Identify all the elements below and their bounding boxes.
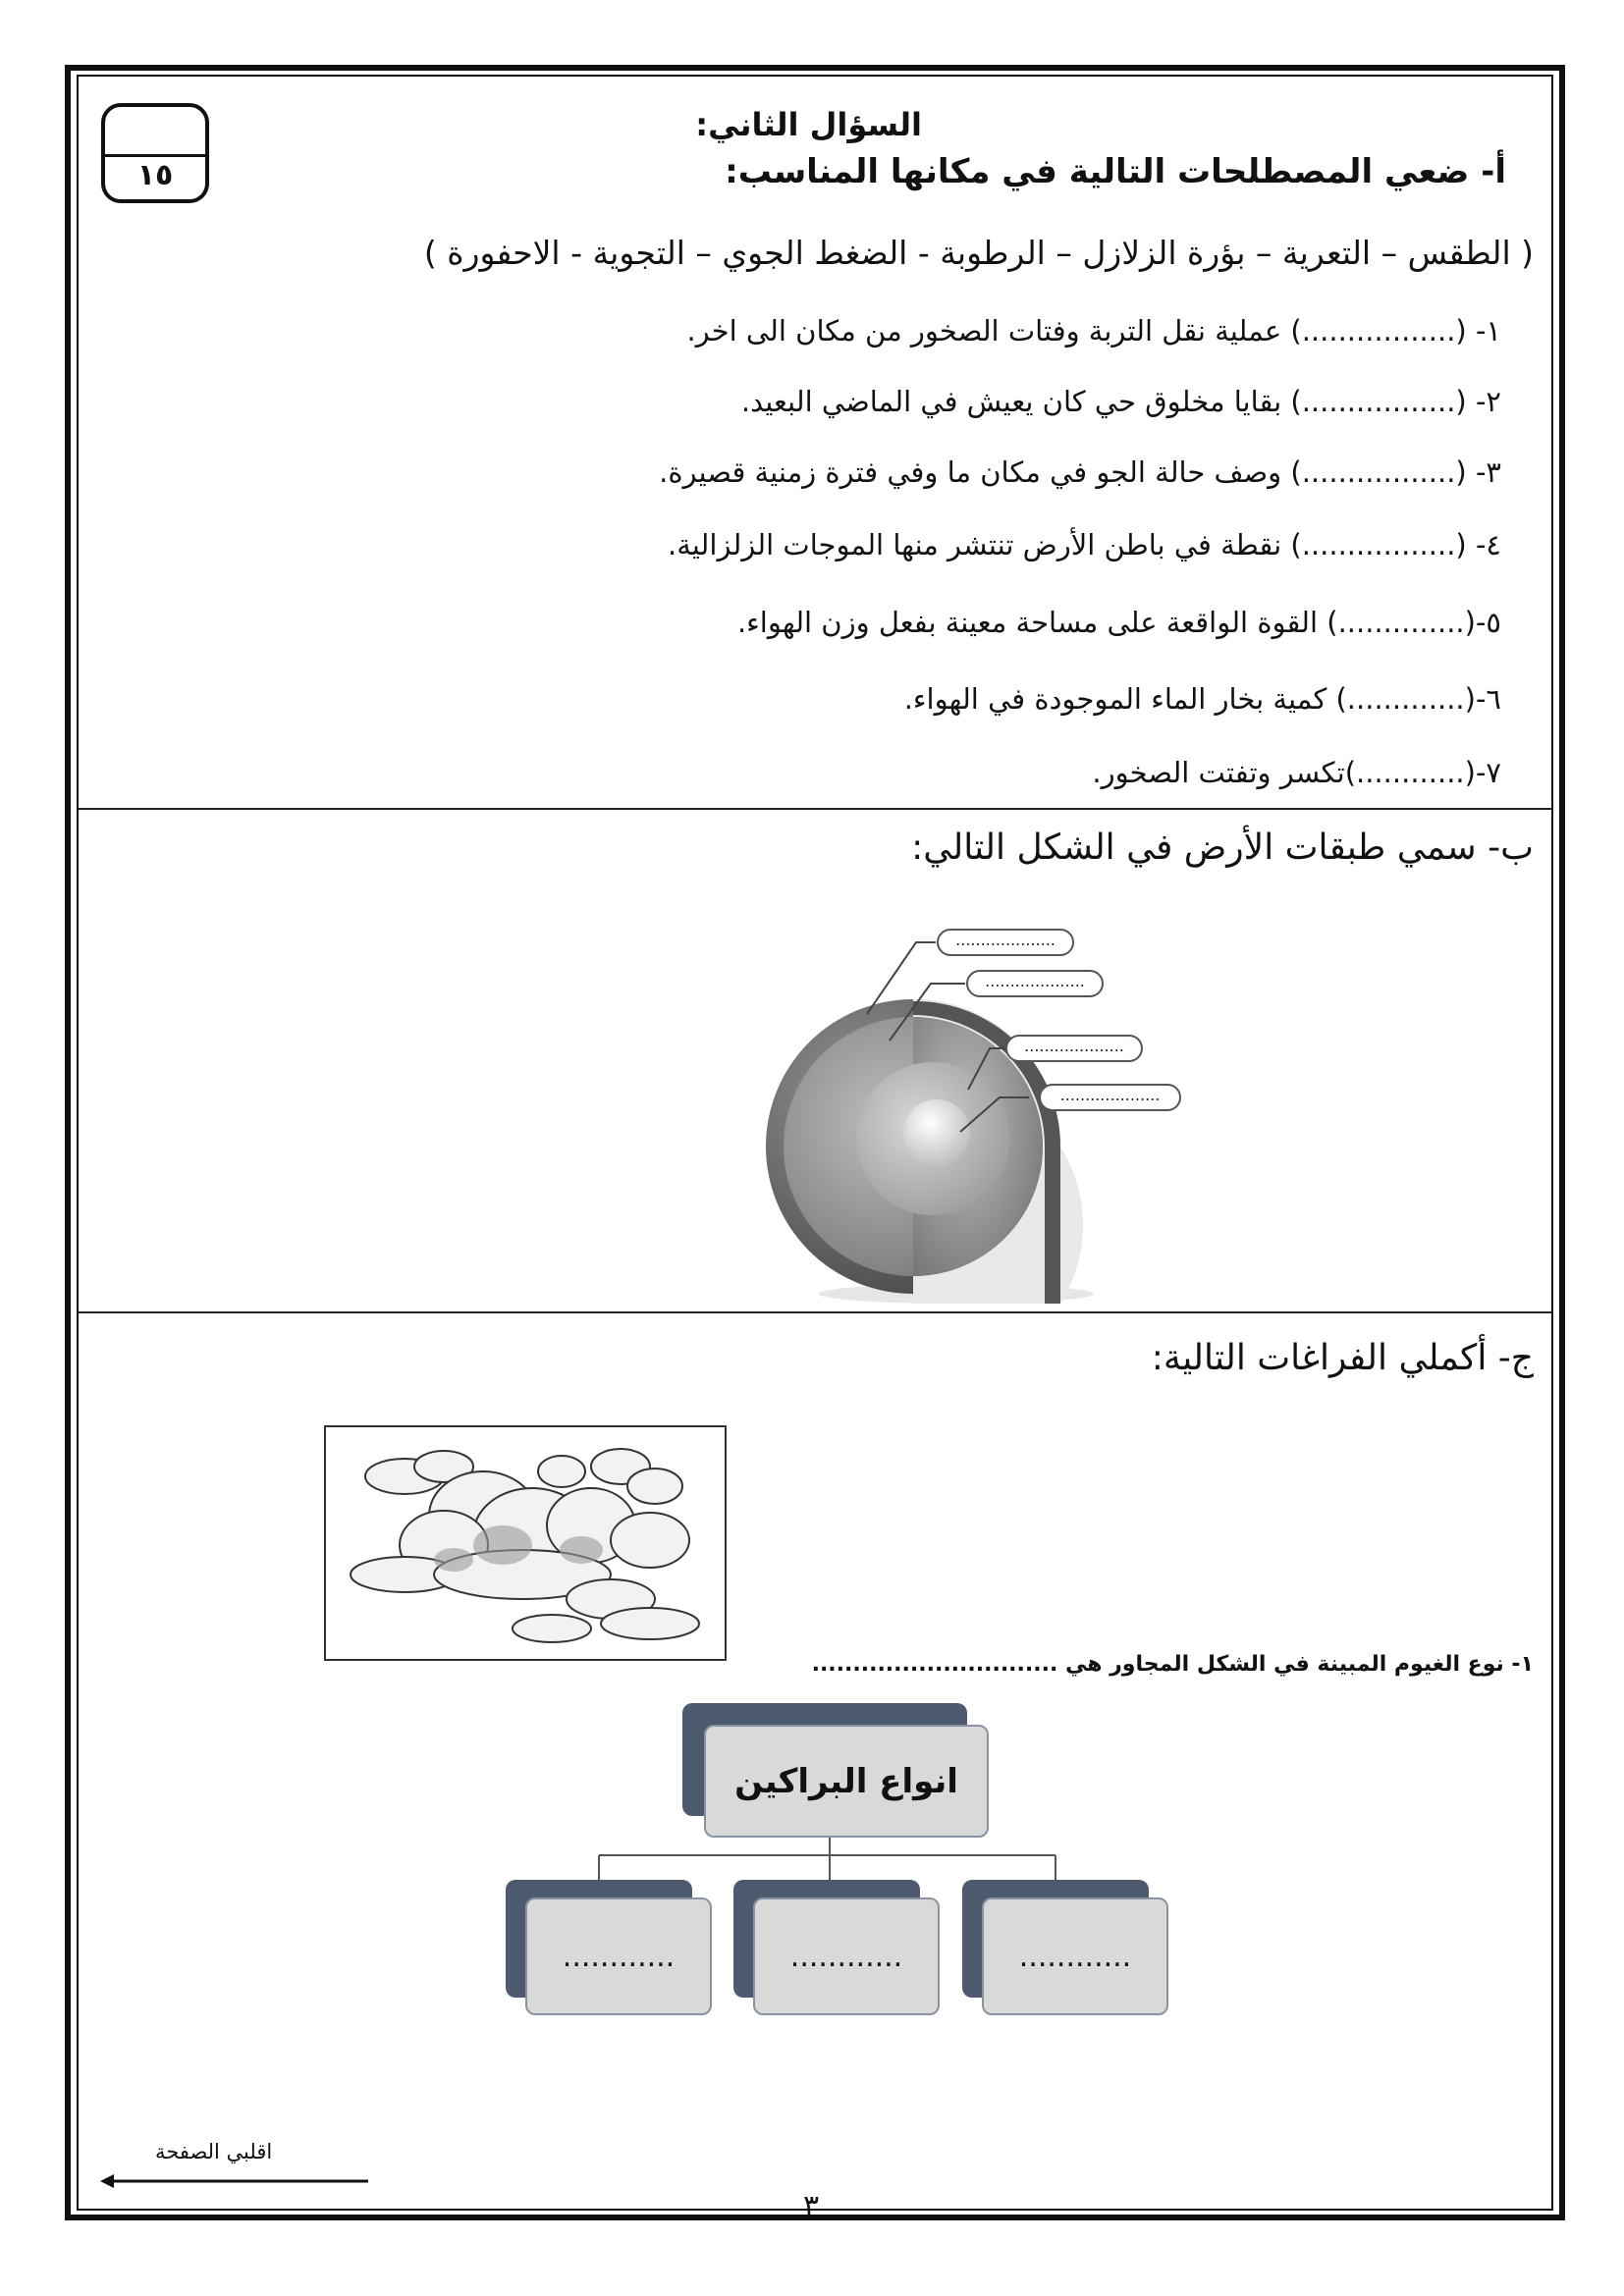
inner-core-layer xyxy=(903,1099,970,1166)
part-a-title: أ- ضعي المصطلحات التالية في مكانها المناسب: xyxy=(725,152,1506,191)
layer-label-1[interactable]: .................... xyxy=(937,929,1074,956)
chart-child-blank-3: ............ xyxy=(1018,1939,1132,1974)
part-c-title: ج- أكملي الفراغات التالية: xyxy=(1151,1338,1534,1378)
chart-child-blank-2: ............ xyxy=(789,1939,903,1974)
fill-item-2: ٢- (.................) بقايا مخلوق حي كان يعيش في الماضي البعيد. xyxy=(740,385,1501,418)
fill-item-7: ٧-(............)تكسر وتفتت الصخور. xyxy=(1092,756,1501,789)
clouds-image xyxy=(324,1425,727,1661)
volcano-types-chart xyxy=(496,1703,1164,2027)
chart-child-box-1[interactable] xyxy=(525,1897,712,2015)
fill-item-3: ٣- (.................) وصف حالة الجو في مكان ما وفي فترة زمنية قصيرة. xyxy=(659,455,1501,489)
arrow-left-icon xyxy=(98,2169,373,2193)
fill-item-4: ٤- (.................) نقطة في باطن الأرض تنتشر منها الموجات الزلزالية. xyxy=(668,528,1501,561)
terms-list: ( الطقس – التعرية – بؤرة الزلازل – الرطوبة - الضغط الجوي – التجوية - الاحفورة ) xyxy=(423,234,1534,272)
section-divider-b xyxy=(77,1311,1553,1313)
cloud-type-question: ١- نوع الغيوم المبينة في الشكل المجاور هي .............................. xyxy=(811,1652,1534,1677)
layer-label-3[interactable]: .................... xyxy=(1005,1035,1143,1062)
fill-item-5: ٥-(..............) القوة الواقعة على مساحة معينة بفعل وزن الهواء. xyxy=(736,606,1501,639)
layer-label-2[interactable]: .................... xyxy=(966,970,1104,997)
page-number: ٣ xyxy=(803,2189,820,2223)
chart-connectors xyxy=(496,1703,1164,1899)
chart-title: انواع البراكين xyxy=(734,1761,958,1801)
turn-page-label: اقلبي الصفحة xyxy=(155,2140,273,2163)
question-title: السؤال الثاني: xyxy=(695,106,922,143)
earth-layers-diagram xyxy=(705,911,1208,1304)
chart-child-box-2[interactable] xyxy=(753,1897,940,2015)
part-b-title: ب- سمي طبقات الأرض في الشكل التالي: xyxy=(911,828,1534,868)
score-divider xyxy=(105,154,205,157)
fill-item-1: ١- (.................) عملية نقل التربة وفتات الصخور من مكان الى اخر. xyxy=(686,314,1501,347)
score-box xyxy=(101,103,209,203)
chart-child-blank-1: ............ xyxy=(562,1939,676,1974)
score-value: ١٥ xyxy=(136,158,174,192)
fill-item-6: ٦-(.............) كمية بخار الماء الموجودة في الهواء. xyxy=(903,682,1501,716)
section-divider-a xyxy=(77,808,1553,810)
layer-label-4[interactable]: .................... xyxy=(1039,1084,1181,1111)
chart-child-box-3[interactable] xyxy=(982,1897,1168,2015)
cumulus-clouds-illustration xyxy=(326,1427,725,1659)
